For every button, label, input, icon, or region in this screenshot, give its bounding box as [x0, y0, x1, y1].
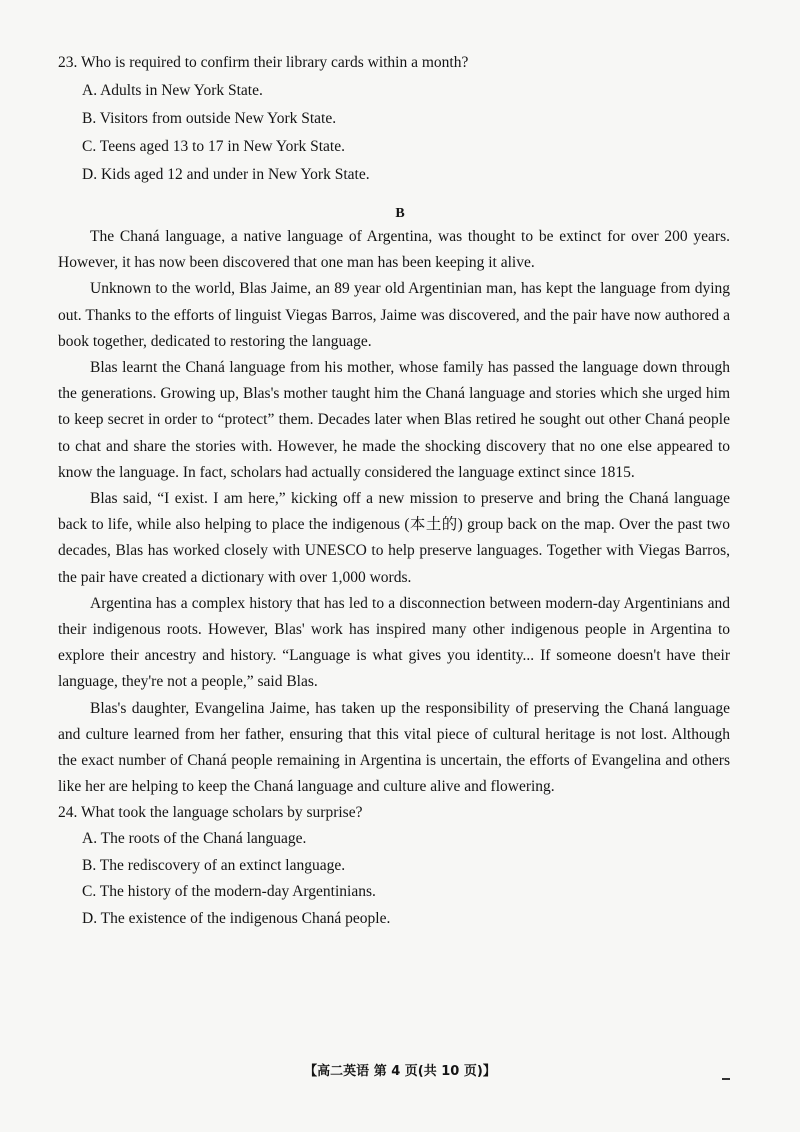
question-24-options [58, 828, 730, 930]
question-24-stem: 24. What took the language scholars by surprise? [58, 804, 363, 822]
question-24-option-d[interactable]: D. The existence of the indigenous Chaná people. [82, 909, 391, 927]
question-24-option-a[interactable]: A. The roots of the Chaná language. [82, 830, 307, 848]
page-footer: 【高二英语 第 4 页(共 10 页)】 [304, 1064, 496, 1079]
passage-paragraph: The Chaná language, a native language of Argentina, was thought to be extinct for over 200 years. However, it has now been discovered that one man has been keeping it alive. [58, 228, 730, 272]
question-23 [58, 52, 730, 192]
passage-paragraph: Argentina has a complex history that has led to a disconnection between modern-day Argentinians and their indigenous roots. However, Blas' work has inspired many other indigenous people in Argentina to explore their ancestry and history. “Language is what gives you identity... If someone doesn't have their language, they're not a people,” said Blas. [58, 594, 730, 691]
passage-paragraph: Unknown to the world, Blas Jaime, an 89 year old Argentinian man, has kept the language from dying out. Thanks to the efforts of linguist Viegas Barros, Jaime was discovered, and the pair have now authored a book together, dedicated to restoring the language. [58, 280, 730, 350]
question-23-option-d[interactable]: D. Kids aged 12 and under in New York State. [82, 166, 370, 183]
question-24 [58, 800, 730, 930]
question-23-options [58, 80, 730, 186]
question-24-option-c[interactable]: C. The history of the modern-day Argentinians. [82, 883, 376, 901]
question-24-option-b[interactable]: B. The rediscovery of an extinct language. [82, 856, 346, 874]
question-23-stem: 23. Who is required to confirm their library cards within a month? [58, 54, 469, 71]
reading-passage-b [58, 224, 730, 934]
question-23-option-c[interactable]: C. Teens aged 13 to 17 in New York State. [82, 138, 345, 155]
corner-mark [722, 1078, 730, 1080]
passage-paragraph: Blas learnt the Chaná language from his mother, whose family has passed the language down through the generations. Growing up, Blas's mother taught him the Chaná language and stories which she urged him to keep secret in order to “protect” them. Decades later when Blas retired he sought out other Chaná people to chat and share the stories with. However, he made the shocking discovery that no one else appeared to know the language. In fact, scholars had actually considered the language extinct since 1815. [58, 359, 730, 481]
question-23-option-a[interactable]: A. Adults in New York State. [82, 82, 263, 99]
question-23-option-b[interactable]: B. Visitors from outside New York State. [82, 110, 337, 127]
section-b-label: B [395, 206, 405, 221]
passage-paragraph: Blas said, “I exist. I am here,” kicking off a new mission to preserve and bring the Chaná language back to life, while also helping to place the indigenous (本土的) group back on the map. Over the past two decades, Blas has worked closely with UNESCO to help preserve languages. Together with Viegas Barros, the pair have created a dictionary with over 1,000 words. [58, 490, 730, 586]
passage-paragraph: Blas's daughter, Evangelina Jaime, has taken up the responsibility of preserving the Chaná language and culture learned from her father, ensuring that this vital piece of cultural heritage is not lost. Although the exact number of Chaná people remaining in Argentina is uncertain, the efforts of Evangelina and others like her are helping to keep the Chaná language and culture alive and flowering. [58, 699, 730, 796]
